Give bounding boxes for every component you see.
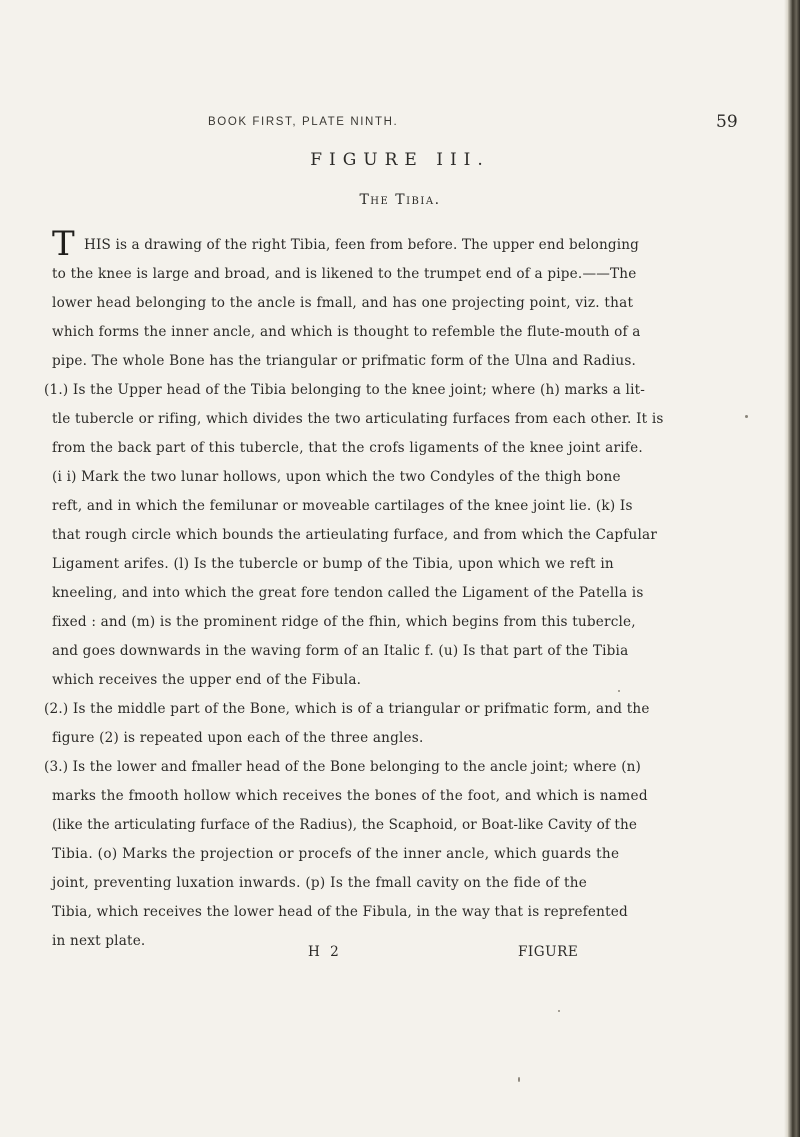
text-line: which receives the upper end of the Fibula. [52,672,362,688]
text-line: (2.) Is the middle part of the Bone, which is of a triangular or prifmatic form, and the [44,701,650,717]
text-line: (3.) Is the lower and fmaller head of the Bone belonging to the ancle joint; where (n) [44,759,642,775]
text-line: pipe. The whole Bone has the triangular or prifmatic form of the Ulna and Radius. [52,353,637,369]
text-line: Tibia. (o) Marks the projection or procefs of the inner ancle, which guards the [52,846,620,862]
text-line: that rough circle which bounds the artieulating furface, and from which the Capfular [52,527,658,543]
text-line: Tibia, which receives the lower head of the Fibula, in the way that is reprefented [52,904,628,920]
subtitle: The Tibia. [359,192,441,208]
signature-mark: H 2 [308,944,342,960]
figure-title: FIGURE III. [310,150,490,170]
text-line: (i i) Mark the two lunar hollows, upon which the two Condyles of the thigh bone [52,469,621,485]
text-line: joint, preventing luxation inwards. (p) Is the fmall cavity on the fide of the [52,875,588,891]
text-line: tle tubercle or rifing, which divides the two articulating furfaces from each other. It is [52,411,664,427]
text-line: fixed : and (m) is the prominent ridge of the fhin, which begins from this tubercle, [52,614,636,630]
text-line: (like the articulating furface of the Radius), the Scaphoid, or Boat-like Cavity of the [52,817,637,833]
page-number: 59 [716,112,738,132]
running-head: BOOK FIRST, PLATE NINTH. [208,116,399,128]
text-line: from the back part of this tubercle, that the crofs ligaments of the knee joint arife. [52,440,644,456]
text-line: reft, and in which the femilunar or moveable cartilages of the knee joint lie. (k) Is [52,498,633,514]
text-line: kneeling, and into which the great fore tendon called the Ligament of the Patella is [52,585,644,601]
text-line: which forms the inner ancle, and which is thought to refemble the flute-mouth of a [52,324,641,340]
paper-speck [558,1010,560,1012]
page-edge [788,0,800,1137]
paper-speck [518,1077,520,1082]
drop-cap: T [52,224,75,264]
text-line: Ligament arifes. (l) Is the tubercle or bump of the Tibia, upon which we reft in [52,556,614,572]
text-line: figure (2) is repeated upon each of the three angles. [52,730,424,746]
paper-speck [618,690,620,692]
text-line: marks the fmooth hollow which receives the bones of the foot, and which is named [52,788,648,804]
text-line: HIS is a drawing of the right Tibia, feen from before. The upper end belonging [84,237,639,253]
text-line: (1.) Is the Upper head of the Tibia belonging to the knee joint; where (h) marks a lit- [44,382,646,398]
text-line: to the knee is large and broad, and is likened to the trumpet end of a pipe.——The [52,266,637,282]
paper-speck [745,415,748,418]
catchword: FIGURE [518,944,579,960]
text-line: and goes downwards in the waving form of an Italic f. (u) Is that part of the Tibia [52,643,629,659]
text-line: lower head belonging to the ancle is fmall, and has one projecting point, viz. that [52,295,634,311]
text-line: in next plate. [52,933,146,949]
